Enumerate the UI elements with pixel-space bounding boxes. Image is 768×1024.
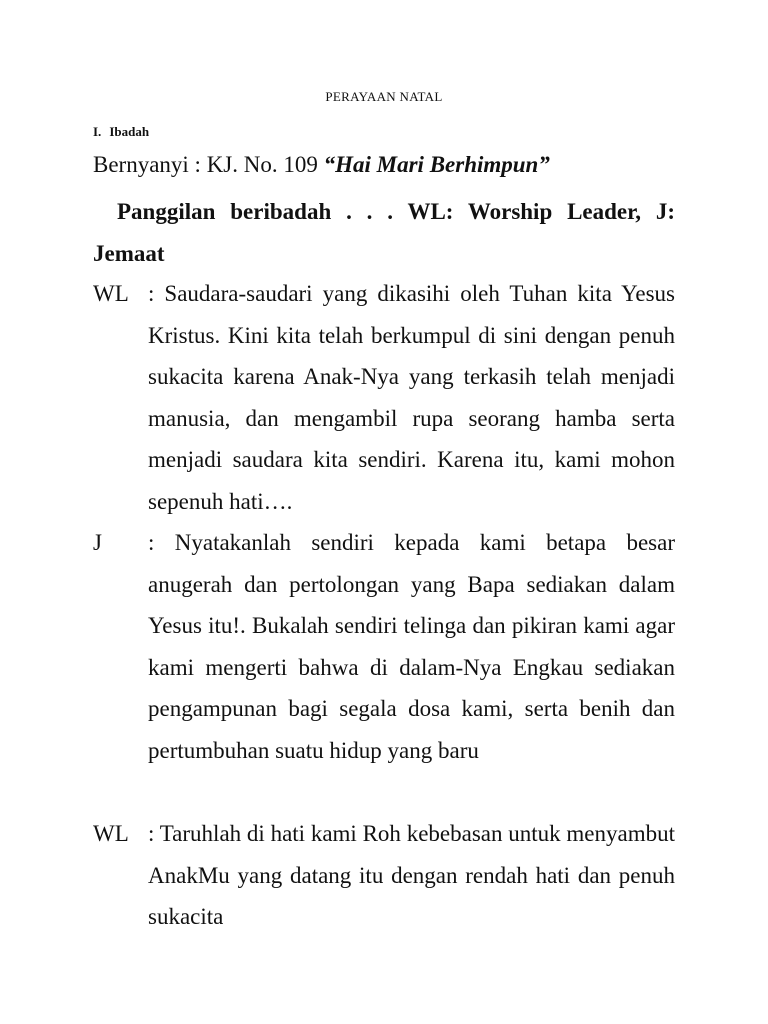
- song-line: [93, 149, 550, 181]
- dialog-wl-2: [93, 813, 675, 938]
- dialog-text: : Taruhlah di hati kami Roh kebebasan untuk menyambut AnakMu yang datang itu dengan rendah hati dan penuh sukacita: [148, 821, 675, 929]
- speaker-label: WL: [93, 821, 129, 846]
- dialog-entry: [93, 522, 675, 771]
- section-label: Ibadah: [109, 124, 150, 139]
- document-title: PERAYAAN NATAL: [325, 89, 443, 104]
- speaker-label: WL: [93, 281, 129, 306]
- dialog-wl-1: [93, 273, 675, 522]
- dialog-entry: [93, 813, 675, 938]
- call-to-worship-heading: Panggilan beribadah . . . WL: Worship Leader, J: Jemaat: [93, 199, 675, 266]
- dialog-text: : Nyatakanlah sendiri kepada kami betapa besar anugerah dan pertolongan yang Bapa sediakan dalam Yesus itu!. Bukalah sendiri telinga dan pikiran kami agar kami mengerti bahwa di dalam-Nya Engkau sediakan pengampunan bagi segala dosa kami, serta benih dan pertumbuhan suatu hidup yang baru: [148, 530, 675, 763]
- song-prefix: Bernyanyi : KJ. No. 109: [93, 152, 324, 177]
- section-number: I.: [93, 124, 102, 139]
- dialog-j-1: [93, 522, 675, 771]
- dialog-entry: [93, 273, 675, 522]
- speaker-label: J: [93, 530, 102, 555]
- dialog-text: : Saudara-saudari yang dikasihi oleh Tuhan kita Yesus Kristus. Kini kita telah berkumpul di sini dengan penuh sukacita karena Anak-Nya yang terkasih telah menjadi manusia, dan mengambil rupa seorang hamba serta menjadi saudara kita sendiri. Karena itu, kami mohon sepenuh hati….: [148, 281, 675, 514]
- section-heading: [93, 123, 149, 141]
- song-title: “Hai Mari Berhimpun”: [323, 152, 550, 177]
